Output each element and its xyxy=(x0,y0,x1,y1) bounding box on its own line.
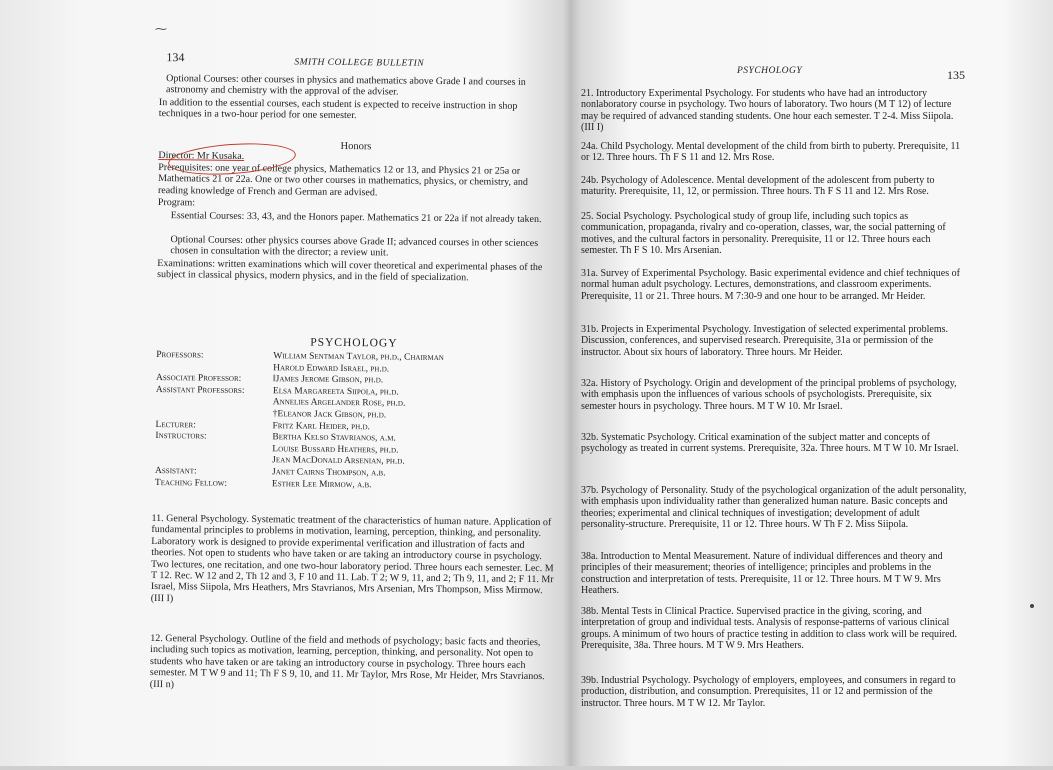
course-11: 11. General Psychology. Systematic treatment of the characteristics of human nature. Application of fundamental principles to problems in motivation, learning, perception, thinking, and personality. Laboratory work is designed to provide experimental verification and illustration of facts and theories. Not open to students who have taken or are taking an introductory course in psychology. Two lectures, one recitation, and one two-hour laboratory period. Three hours each semester. Lec. M T 12. Rec. W 12 and 2, Th 12 and 3, F 10 and 11. Lab. T 2; W 9, 11, and 2; Th 9, 11, and 2; F 11. Mr Israel, Miss Siipola, Mrs Heathers, Mrs Stavrianos, Mrs Arsenian, Mrs Thompson, Miss Mirmow. (III I) xyxy=(150,512,554,605)
scan-mark: ⁓ xyxy=(155,22,167,36)
roster-label: Assistant: xyxy=(155,466,197,477)
roster-name: Annelies Argelander Rose, ph.d. xyxy=(272,397,406,410)
roster-label: Associate Professor: xyxy=(155,373,242,385)
roster-name: ‖James Jerome Gibson, ph.d. xyxy=(272,374,384,386)
roster-label xyxy=(155,454,265,455)
course-entry: 21. Introductory Experimental Psychology. For students who have had an introductory nonlaboratory course in psychology. Two hours of laboratory. Two hours (M T 12) of lecture may be required of advanced standing students. One hour each semester. T 2-4. Miss Siipola. (III I) xyxy=(581,88,954,134)
roster-label: Instructors: xyxy=(155,431,207,442)
right-running-head: PSYCHOLOGY xyxy=(737,66,803,76)
roster-label: Assistant Professors: xyxy=(155,384,245,396)
roster-name: Jean MacDonald Arsenian, ph.d. xyxy=(272,455,405,468)
scan-dot xyxy=(1030,604,1034,608)
roster-name: Elsa Margareeta Siipola, ph.d. xyxy=(272,386,399,398)
roster-label: Professors: xyxy=(156,350,204,361)
honors-prerequisites: Prerequisites: one year of college physics, Mathematics 12 or 13, and Physics 21 or 25a or Mathematics 21 or 22a. One or two other courses in mathematics, physics, or chemistry, and reading knowledge of French and German are advised. xyxy=(157,162,528,199)
left-running-head: SMITH COLLEGE BULLETIN xyxy=(294,57,425,69)
roster-name: William Sentman Taylor, ph.d., Chairman xyxy=(273,351,444,364)
department-heading: PSYCHOLOGY xyxy=(310,336,398,350)
roster-name: Louise Bussard Heathers, ph.d. xyxy=(272,444,399,456)
course-entry: 32a. History of Psychology. Origin and development of the principal problems of psychology, with emphasis upon the influences of various schools of psychologists. Prerequisite, six semester hours in psychology. Three hours. M T W 10. Mr Israel. xyxy=(581,378,957,412)
honors-program-label: Program: xyxy=(157,197,196,209)
roster-label: Teaching Fellow: xyxy=(154,477,228,489)
course-entry: 25. Social Psychology. Psychological study of group life, including such topics as communication, propaganda, rivalry and co-operation, classes, war, the social patterning of motives, and the cultural factors in personality. Prerequisite, 11 or 12. Three hours each semester. Th F S 10. Mrs Arsenian. xyxy=(581,211,946,257)
roster-label xyxy=(156,408,266,409)
roster-name: Janet Cairns Thompson, a.b. xyxy=(272,467,386,479)
course-entry: 32b. Systematic Psychology. Critical examination of the subject matter and concepts of psychology as treated in current systems. Prerequisite, 32a. Three hours. M T W 10. Mr Israel. xyxy=(581,432,959,455)
roster-name: Harold Edward Israel, ph.d. xyxy=(273,362,390,375)
honors-essential-courses: Essential Courses: 33, 43, and the Honors paper. Mathematics 21 or 22a if not already taken. xyxy=(170,210,542,226)
course-entry: 24a. Child Psychology. Mental development of the child from birth to puberty. Prerequisite, 11 or 12. Three hours. Th F S 11 and 12. Mrs Rose. xyxy=(581,141,961,164)
optional-courses: Optional Courses: other courses in physics and mathematics above Grade I and courses in astronomy and chemistry with the approval of the adviser. xyxy=(166,73,526,98)
roster-label: Lecturer: xyxy=(155,419,196,431)
course-entry: 24b. Psychology of Adolescence. Mental development of the adolescent from puberty to maturity. Prerequisite, 11, 12, or permission. Three hours. Th F S 11 and 12. Mrs Rose. xyxy=(581,175,935,198)
honors-heading: Honors xyxy=(340,140,372,153)
course-entry: 38a. Introduction to Mental Measurement. Nature of individual differences and theory and principles of their measurement; theories of intelligence; principles and problems in the construction and interpretation of tests. Prerequisite, 11 or 12. Three hours. M T W 9. Mrs Heathers. xyxy=(581,551,943,597)
roster-name: †Eleanor Jack Gibson, ph.d. xyxy=(272,409,387,421)
course-entry: 31a. Survey of Experimental Psychology. Basic experimental evidence and chief techniques of normal human adult psychology. Lectures, demonstrations, and classroom experiments. Prerequisite, 11 or 21. Three hours. M 7:30-9 and one hour to be arranged. Mr Heider. xyxy=(581,268,960,302)
roster-name: Bertha Kelso Stavrianos, a.m. xyxy=(272,432,396,444)
left-page xyxy=(147,0,560,770)
course-entry: 31b. Projects in Experimental Psychology. Investigation of selected experimental problems. Discussion, conferences, and supervised research. Prerequisite, 31a or permission of the instructor. About six hours of laboratory. Three hours. Mr Heider. xyxy=(581,324,949,358)
honors-director: Director: Mr Kusaka. xyxy=(158,150,245,162)
instruction-note: In addition to the essential courses, each student is expected to receive instruction in shop techniques in a two-hour period for one semester. xyxy=(158,97,518,122)
honors-examinations: Examinations: written examinations which will cover theoretical and experimental phases of the subject in classical physics, modern physics, and in the field of specialization. xyxy=(157,258,543,284)
faculty-roster xyxy=(155,350,557,504)
right-page-number: 135 xyxy=(947,68,965,82)
roster-name: Esther Lee Mirmow, a.b. xyxy=(271,478,372,490)
course-entry: 39b. Industrial Psychology. Psychology of employers, employees, and consumers in regard to production, distribution, and consumption. Prerequisites, 11 or 12 and permission of the instructor. Three hours. M T W 12. Mr Taylor. xyxy=(581,675,956,709)
course-entry: 38b. Mental Tests in Clinical Practice. Supervised practice in the giving, scoring, and interpretation of group and individual tests. Analysis of response-patterns of various clinical groups. A minimum of two hours of practice testing in addition to class work will be required. Prerequisite, 38a. Three hours. M T W 9. Mrs Heathers. xyxy=(581,606,958,652)
course-12: 12. General Psychology. Outline of the field and methods of psychology; basic facts and theories, including such topics as motivation, learning, perception, thinking, and personality. Not open to students who have taken or are taking an introductory course in psychology. Three hours each semester. M T W 9 and 11; Th F S 9, 10, and 11. Mr Taylor, Mrs Rose, Mr Heider, Mrs Stavrianos. (III n) xyxy=(149,632,545,690)
honors-optional-courses: Optional Courses: other physics courses above Grade II; advanced courses in other sciences chosen in consultation with the director; a review unit. xyxy=(170,234,539,259)
right-page xyxy=(575,0,970,766)
roster-name: Fritz Karl Heider, ph.d. xyxy=(272,420,371,432)
course-entry: 37b. Psychology of Personality. Study of the psychological organization of the adult personality, with emphasis upon individuality rather than generalized human nature. Basic concepts and theories; experimental and clinical techniques of investigation; development of adult personality-structure. Prerequisite, 11 or 12. Three hours. W Th F 2. Miss Siipola. xyxy=(581,485,967,531)
left-page-number: 134 xyxy=(166,50,185,65)
